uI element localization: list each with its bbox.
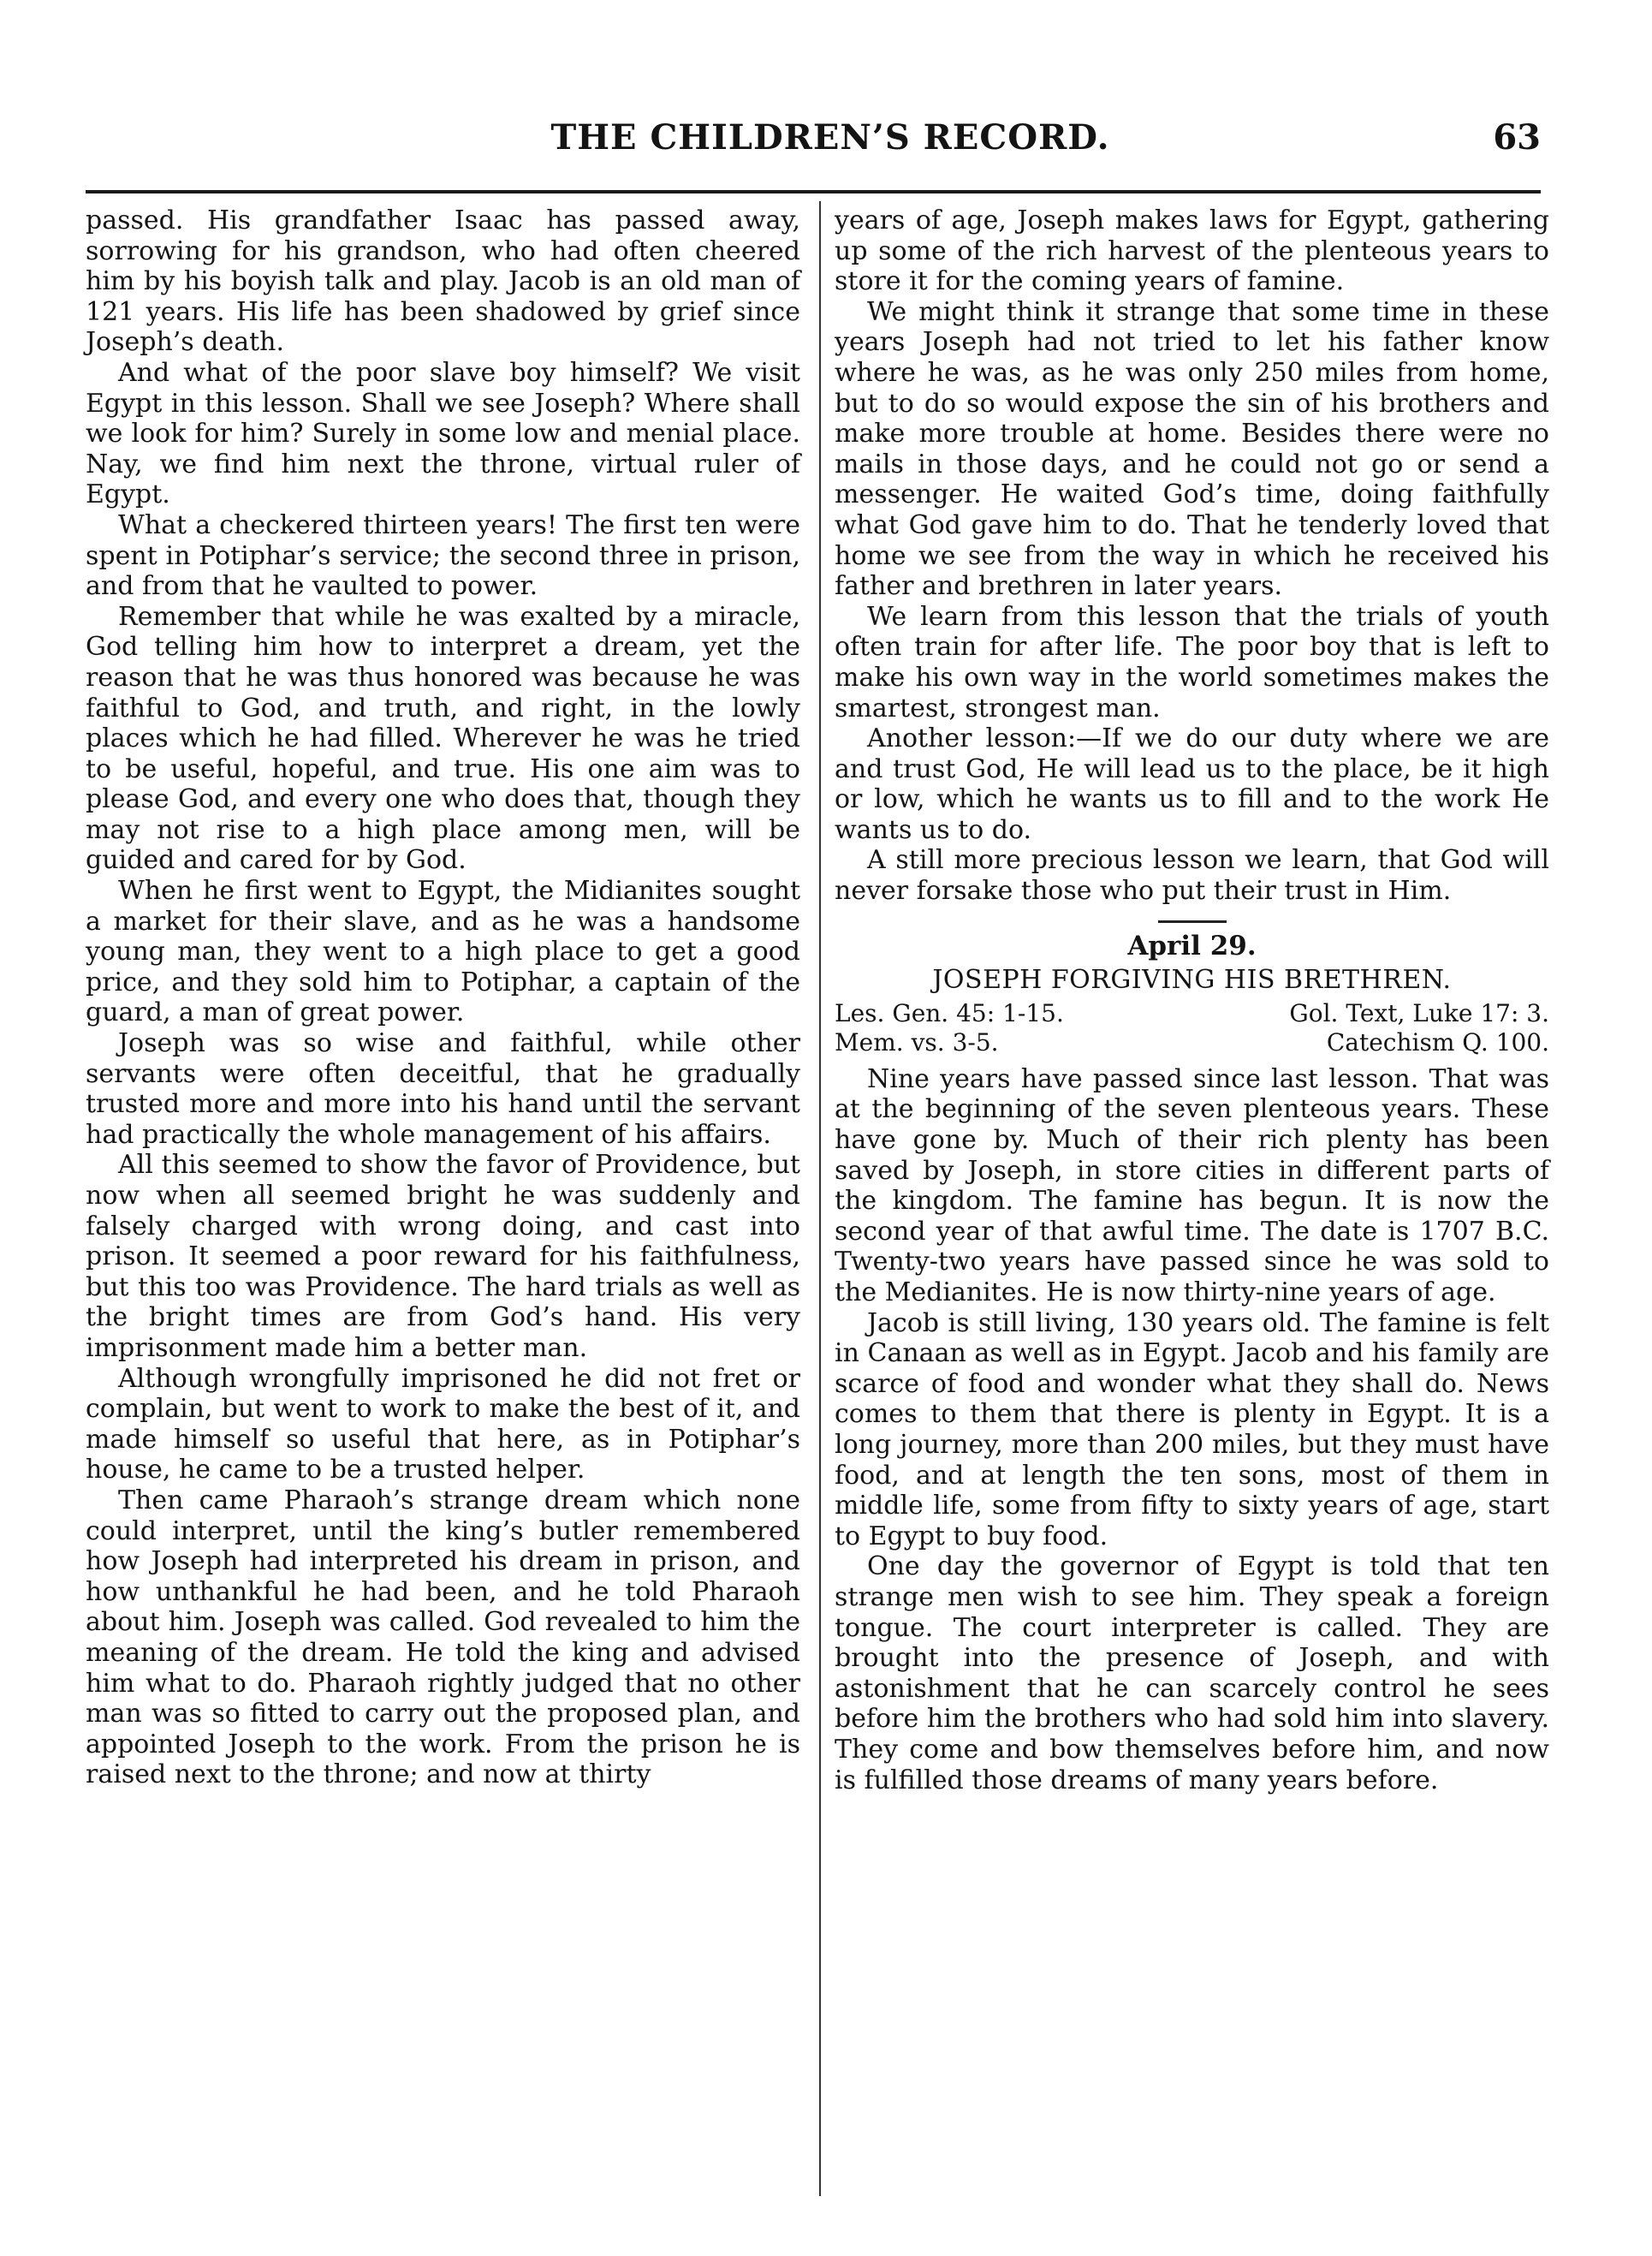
section-separator <box>1158 920 1227 923</box>
page-header <box>86 107 1575 184</box>
paragraph: passed. His grandfather Isaac has passed away, sorrowing for his grandson, who had often cheered him by his boyish talk and play. Jacob is an old man of 121 years. His life has been shadowed by grief since Joseph’s death. <box>86 205 800 358</box>
paragraph: years of age, Joseph makes laws for Egypt, gathering up some of the rich harvest of the plenteous years to store it for the coming years of famine. <box>835 205 1549 297</box>
page-number: 63 <box>1493 117 1541 158</box>
page-title: THE CHILDREN’S RECORD. <box>550 117 1110 158</box>
lesson-reference: Les. Gen. 45: 1-15. <box>835 998 1064 1027</box>
paragraph: Remember that while he was exalted by a miracle, God telling him how to interpret a dream, yet the reason that he was thus honored was because he was faithful to God, and truth, and right, in the lowly places which he had filled. Wherever he was he tried to be useful, hopeful, and true. His one aim was to please God, and every one who does that, though they may not rise to a high place among men, will be guided and cared for by God. <box>86 601 800 876</box>
paragraph: Jacob is still living, 130 years old. The famine is felt in Canaan as well as in Egypt. Jacob and his family are scarce of food and wonder what they shall do. News comes to them that there is plenty in Egypt. It is a long journey, more than 200 miles, but they must have food, and at length the ten sons, most of them in middle life, some from fifty to sixty years of age, start to Egypt to buy food. <box>835 1307 1549 1551</box>
paragraph: One day the governor of Egypt is told that ten strange men wish to see him. They speak a foreign tongue. The court interpreter is called. They are brought into the presence of Joseph, and with astonishment that he can scarcely control he sees before him the brothers who had sold him into slavery. They come and bow themselves before him, and now is fulfilled those dreams of many years before. <box>835 1551 1549 1795</box>
paragraph: Another lesson:—If we do our duty where we are and trust God, He will lead us to the place, be it high or low, which he wants us to fill and to the work He wants us to do. <box>835 723 1549 845</box>
paragraph: What a checkered thirteen years! The first ten were spent in Potiphar’s service; the second three in prison, and from that he vaulted to power. <box>86 509 800 602</box>
paragraph: Joseph was so wise and faithful, while other servants were often deceitful, that he gradually trusted more and more into his hand until the servant had practically the whole management of his affairs. <box>86 1028 800 1150</box>
paragraph: A still more precious lesson we learn, that God will never forsake those who put their trust in Him. <box>835 845 1549 907</box>
lesson-meta-row <box>835 999 1549 1028</box>
lesson-title: JOSEPH FORGIVING HIS BRETHREN. <box>932 965 1452 996</box>
paragraph: And what of the poor slave boy himself? We visit Egypt in this lesson. Shall we see Joseph? Where shall we look for him? Surely in some low and menial place. Nay, we find him next the throne, virtual ruler of Egypt. <box>86 357 800 510</box>
catechism: Catechism Q. 100. <box>1326 1027 1549 1057</box>
header-rule <box>86 190 1541 193</box>
column-divider <box>819 201 821 2196</box>
paragraph: Then came Pharaoh’s strange dream which none could interpret, until the king’s butler remembered how Joseph had interpreted his dream in prison, and how unthankful he had been, and he told Pharaoh about him. Joseph was called. God revealed to him the meaning of the dream. He told the king and advised him what to do. Pharaoh rightly judged that no other man was so fitted to carry out the proposed plan, and appointed Joseph to the work. From the prison he is raised next to the throne; and now at thirty <box>86 1485 800 1790</box>
paragraph: Nine years have passed since last lesson. That was at the beginning of the seven plenteous years. These have gone by. Much of their rich plenty has been saved by Joseph, in store cities in different parts of the kingdom. The famine has begun. It is now the second year of that awful time. The date is 1707 B.C. Twenty-two years have passed since he was sold to the Medianites. He is now thirty-nine years of age. <box>835 1063 1549 1307</box>
paragraph: We might think it strange that some time in these years Joseph had not tried to let his father know where he was, as he was only 250 miles from home, but to do so would expose the sin of his brothers and make more trouble at home. Besides there were no mails in those days, and he could not go or send a messenger. He waited God’s time, doing faithfully what God gave him to do. That he tenderly loved that home we see from the way in which he received his father and brethren in later years. <box>835 296 1549 602</box>
golden-text: Gol. Text, Luke 17: 3. <box>1289 998 1549 1027</box>
lesson-date: April 29. <box>1127 930 1257 961</box>
left-column <box>86 205 800 1790</box>
lesson-meta-row <box>835 1028 1549 1057</box>
paragraph: Although wrongfully imprisoned he did not fret or complain, but went to work to make the best of it, and made himself so useful that here, as in Potiphar’s house, he came to be a trusted helper. <box>86 1363 800 1485</box>
paragraph: All this seemed to show the favor of Providence, but now when all seemed bright he was suddenly and falsely charged with wrong doing, and cast into prison. It seemed a poor reward for his faithfulness, but this too was Providence. The hard trials as well as the bright times are from God’s hand. His very imprisonment made him a better man. <box>86 1150 800 1363</box>
memory-verses: Mem. vs. 3-5. <box>835 1027 999 1057</box>
right-column <box>835 205 1549 1795</box>
paragraph: We learn from this lesson that the trials of youth often train for after life. The poor boy that is left to make his own way in the world sometimes makes the smartest, strongest man. <box>835 601 1549 723</box>
paragraph: When he first went to Egypt, the Midianites sought a market for their slave, and as he was a handsome young man, they went to a high place to get a good price, and they sold him to Potiphar, a captain of the guard, a man of great power. <box>86 876 800 1028</box>
